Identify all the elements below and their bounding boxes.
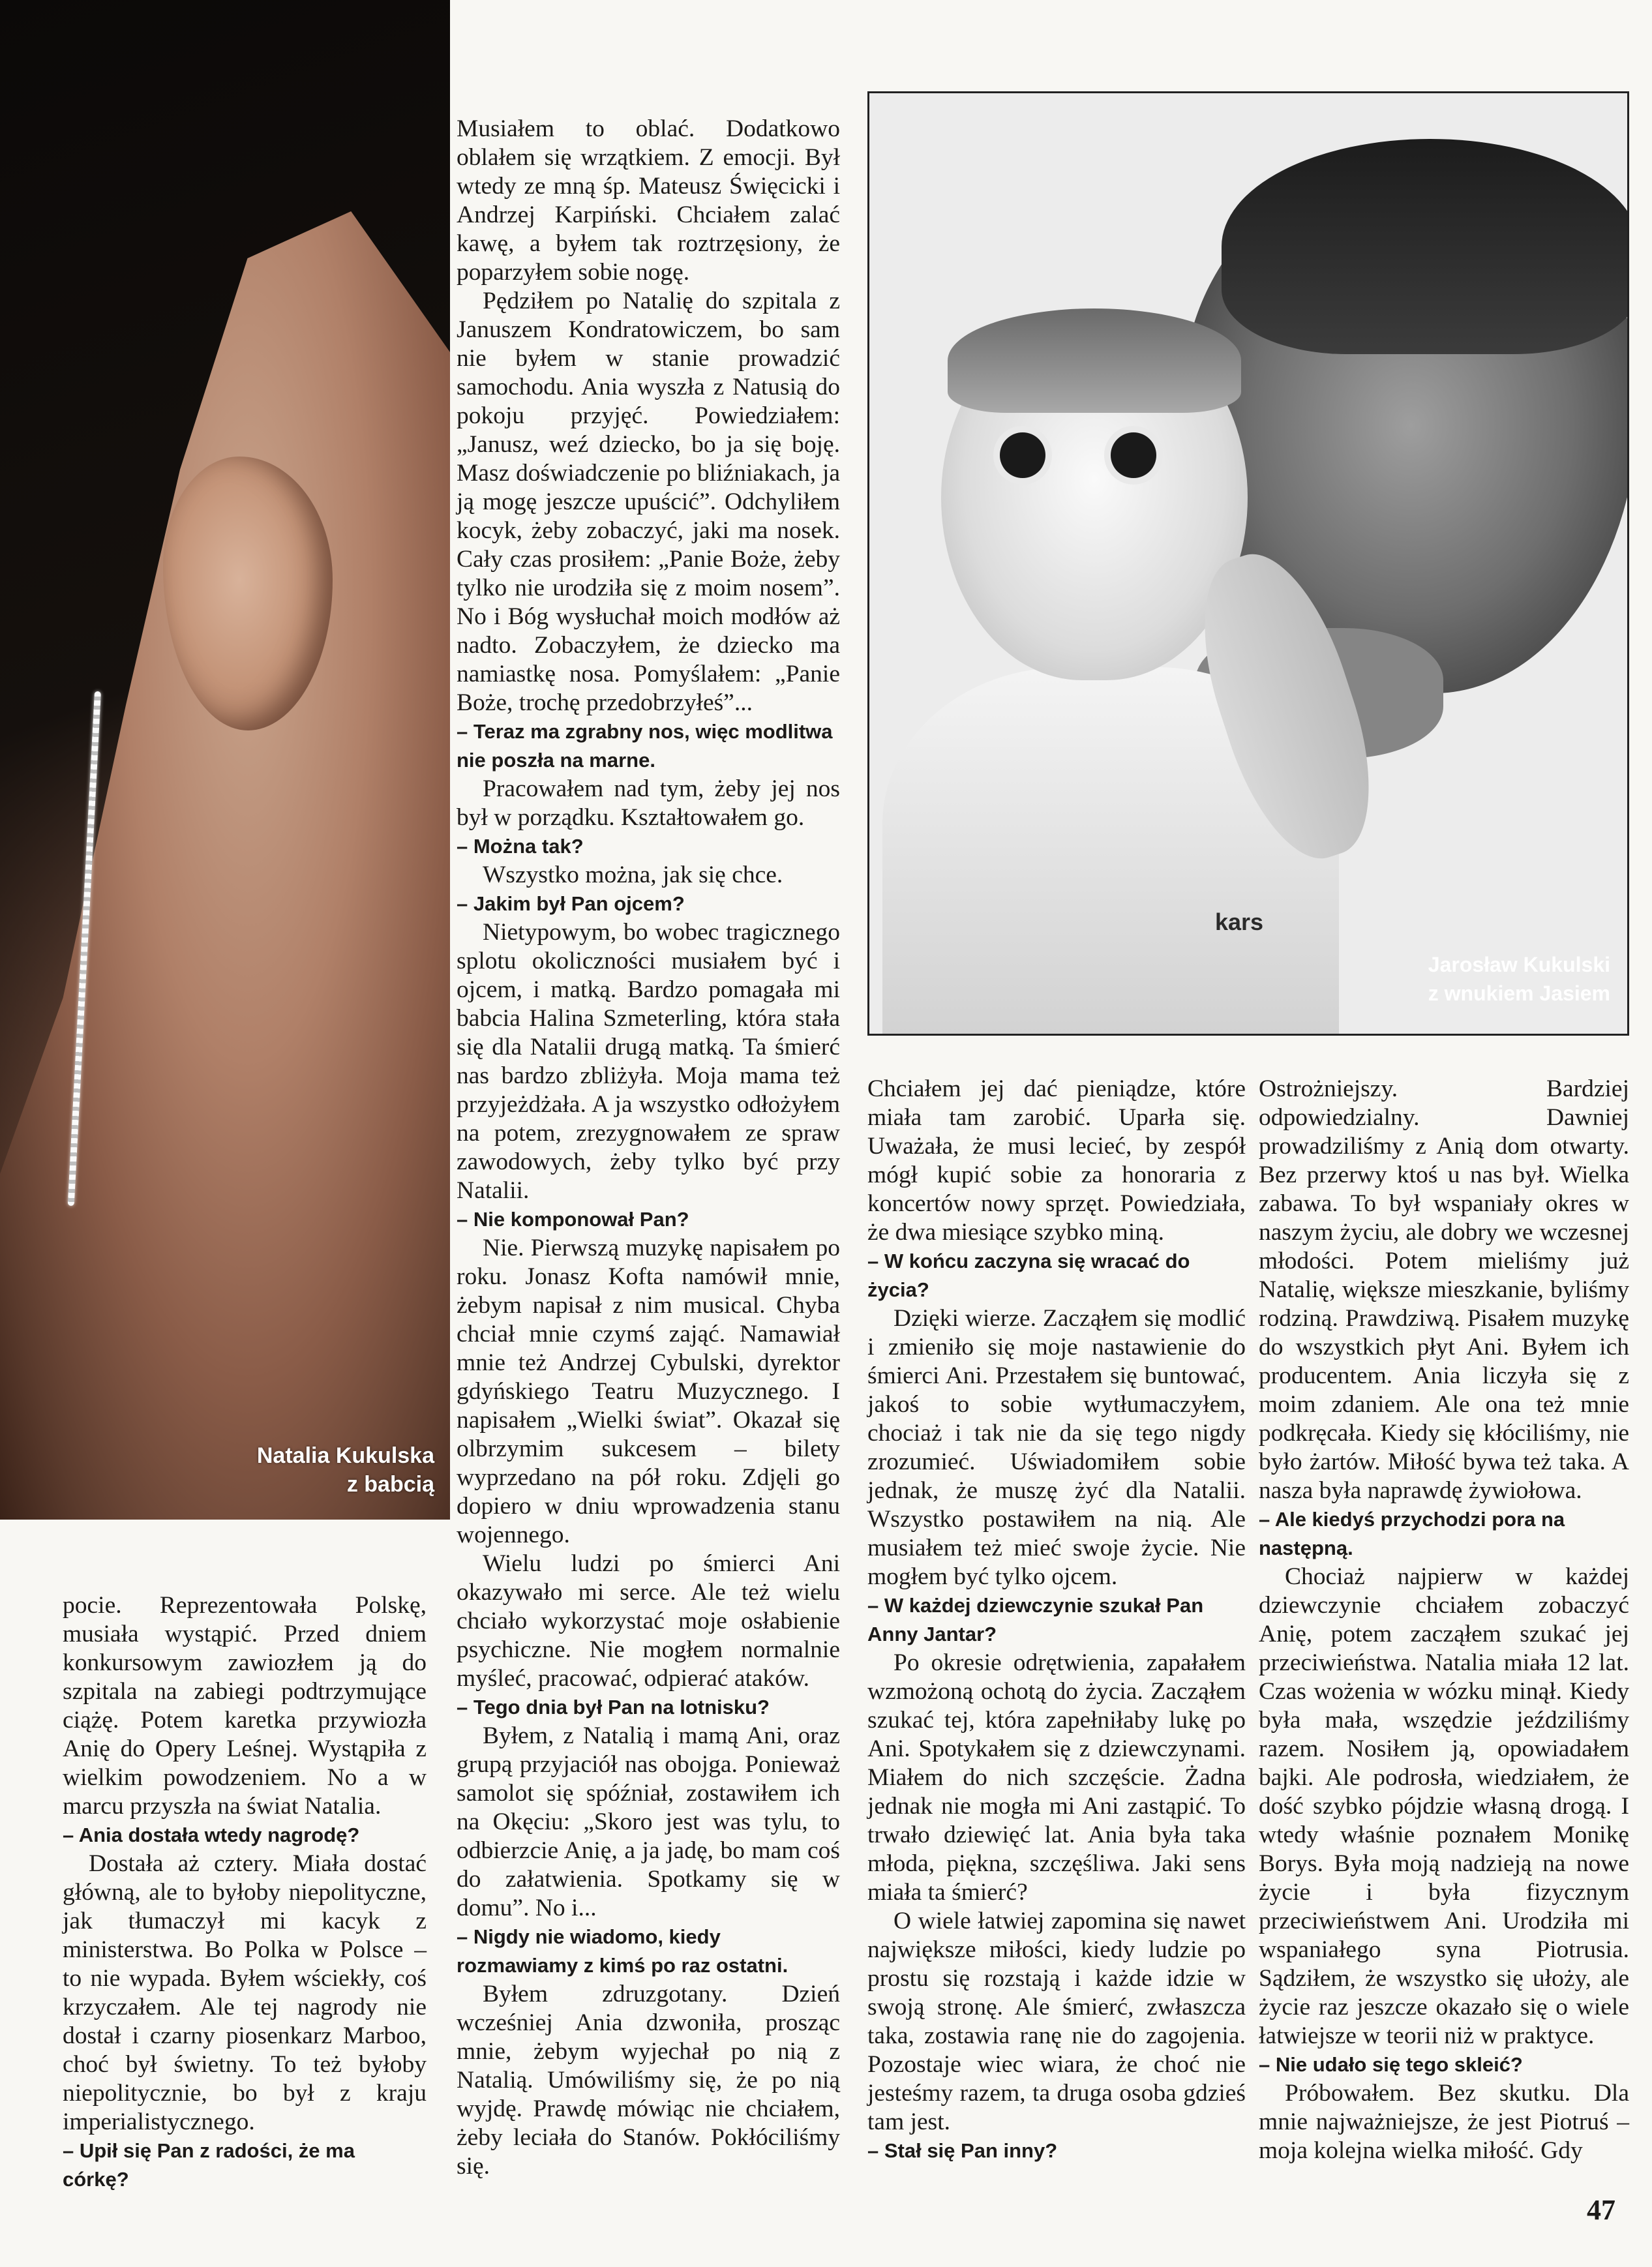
paragraph: Dostała aż cztery. Miała dostać główną, ale to byłoby niepolityczne, jak tłumaczył mi kacyk z ministerstwa. Bo Polka w Polsce – to nie wypada. Byłem wściekły, coś krzyczałem. Ale tej nagrody nie dostał i czarny piosenkarz Marboo, choć był świetny. To też byłoby niepolitycznie, bo był z kraju imperialistycznego. [63,1850,427,2135]
paragraph: Byłem, z Natalią i mamą Ani, oraz grupą przyjaciół nas obojga. Ponieważ samolot się spóźniał, zostawiłem ich na Okęciu: „Skoro jest was tylu, to odbierzcie Anię, a ja jadę, bo mam coś do załatwienia. Spotkamy się w domu”. No i... [457,1722,840,1921]
photo-grandfather-grandson [867,91,1629,1036]
interview-question: – W końcu zaczyna się wracać do życia? [867,1250,1190,1301]
photo-caption-left [257,1441,434,1499]
interview-question: – Stał się Pan inny? [867,2139,1058,2162]
photo-caption-right [1428,950,1610,1008]
paragraph: Wszystko można, jak się chce. [483,862,783,888]
paragraph: Ostrożniejszy. Bardziej odpowiedzialny. Dawniej prowadziliśmy z Anią dom otwarty. Bez przerwy ktoś u nas był. Wielka zabawa. To był wspaniały okres w naszym życiu, ale dobry we wczesnej młodości. Potem mieliśmy już Natalię, większe mieszkanie, byliśmy rodziną. Prawdziwą. Pisałem muzykę do wszystkich płyt Ani. Byłem ich producentem. Ania liczyła się z moim zdaniem. Ale ona też mnie podkręcała. Kiedy się kłóciliśmy, nie było żartów. Miłość bywa też taka. A nasza była naprawdę żywiołowa. [1259,1075,1629,1504]
caption-left-line2: z babcią [346,1472,434,1497]
interview-question: – Ale kiedyś przychodzi pora na następną. [1259,1508,1565,1559]
ear-shape [163,457,333,730]
shirt-logo-text: kars [1215,908,1264,935]
interview-question: – W każdej dziewczynie szukał Pan Anny Jantar? [867,1594,1204,1645]
paragraph: Próbowałem. Bez skutku. Dla mnie najważniejsze, że jest Piotruś – moja kolejna wielka miłość. Gdy [1259,2080,1629,2164]
man-hair-shape [1222,139,1629,354]
paragraph: Pędziłem po Natalię do szpitala z Januszem Kondratowiczem, bo sam nie byłem w stanie prowadzić samochodu. Ania wyszła z Natusią do pokoju przyjęć. Powiedziałem: „Janusz, weź dziecko, bo ja się boję. Masz doświadczenie po bliźniakach, ja ją mogę jeszcze upuścić”. Odchyliłem kocyk, żeby zobaczyć, jaki ma nosek. Cały czas prosiłem: „Panie Boże, żeby tylko nie urodziła się z moim nosem”. No i Bóg wysłuchał moich modłów aż nadto. Zobaczyłem, że dziecko ma namiastkę nosa. Pomyślałem: „Panie Boże, trochę przedobrzyłeś”... [457,288,840,716]
interview-question: – Można tak? [457,835,584,858]
interview-question: – Nigdy nie wiadomo, kiedy rozmawiamy z kimś po raz ostatni. [457,1925,788,1977]
paragraph: Byłem zdruzgotany. Dzień wcześniej Ania dzwoniła, prosząc mnie, żebym wyjechał po nią z Natalią. Umówiliśmy się, że po nią wyjdę. Prawdę mówiąc nie chciałem, żeby leciała do Stanów. Pokłóciliśmy się. [457,1981,840,2180]
text-column-3 [867,1075,1246,2165]
paragraph: Po okresie odrętwienia, zapałałem wzmożoną ochotą do życia. Zacząłem szukać tej, która zapełniłaby lukę po Ani. Spotykałem się z dziewczynami. Miałem do nich szczęście. Żadna jednak nie mogła mi Ani zastąpić. To trwało dziewięć lat. Ania była taka młoda, piękna, szczęśliwa. Jaki sens miała ta śmierć? [867,1649,1246,1906]
photo-natalia-earring [0,0,450,1520]
paragraph: Chociaż najpierw w każdej dziewczynie chciałem zobaczyć Anię, potem zacząłem szukać jej przeciwieństwa. Natalia miała 12 lat. Czas wożenia w wózku minął. Kiedy była mała, wszędzie jeździliśmy razem. Nosiłem ją, opowiadałem bajki. Ale podrosła, wiedziałem, że dość szybko pójdzie własną drogą. I wtedy właśnie poznałem Monikę Borys. Była moją nadzieją na nowe życie i była fizycznym przeciwieństwem Ani. Urodziła mi wspaniałego syna Piotrusia. Sądziłem, że wszystko się ułoży, ale życie raz jeszcze okazało się o wiele łatwiejsze w teorii niż w praktyce. [1259,1563,1629,2049]
paragraph: Chciałem jej dać pieniądze, które miała tam zarobić. Uparła się. Uważała, że musi lecieć, by zespół mógł kupić sobie za honoraria z koncertów nowy sprzęt. Powiedziała, że dwa miesiące szybko miną. [867,1075,1246,1246]
interview-question: – Teraz ma zgrabny nos, więc modlitwa nie poszła na marne. [457,720,833,772]
interview-question: – Nie udało się tego skleić? [1259,2053,1523,2076]
interview-question: – Tego dnia był Pan na lotnisku? [457,1696,770,1719]
interview-question: – Ania dostała wtedy nagrodę? [63,1824,360,1846]
paragraph: Nietypowym, bo wobec tragicznego splotu okoliczności musiałem być i ojcem, i matką. Bardzo pomagała mi babcia Halina Szmeterling, która stała się dla Natalii drugą matką. Ta śmierć nas bardzo zbliżyła. Moja mama też przyjeżdżała. A ja wszystko odłożyłem na potem, zrezygnowałem ze spraw zawodowych, żeby tylko być przy Natalii. [457,919,840,1204]
paragraph: Musiałem to oblać. Dodatkowo oblałem się wrzątkiem. Z emocji. Był wtedy ze mną śp. Mateusz Święcicki i Andrzej Karpiński. Chciałem zalać kawę, a byłem tak roztrzęsiony, że poparzyłem sobie nogę. [457,115,840,286]
paragraph: pocie. Reprezentowała Polskę, musiała wystąpić. Przed dniem konkursowym zawiozłem ją do szpitala na zabiegi podtrzymujące ciążę. Potem karetka przywiozła Anię do Opery Leśnej. Wystąpiła z wielkim powodzeniem. No a w marcu przyszła na świat Natalia. [63,1592,427,1820]
paragraph: Dzięki wierze. Zacząłem się modlić i zmieniło się moje nastawienie do śmierci Ani. Przestałem się buntować, jakoś to sobie wytłumaczyłem, chociaż i tak nie da się tego nigdy zrozumieć. Uświadomiłem sobie jednak, że muszę żyć dla Natalii. Wszystko postawiłem na nią. Ale musiałem też mieć swoje życie. Nie mogłem być tylko ojcem. [867,1305,1246,1590]
text-column-4 [1259,1075,1629,2165]
paragraph: Wielu ludzi po śmierci Ani okazywało mi serce. Ale też wielu chciało wykorzystać moje osłabienie psychiczne. Nie mogłem normalnie myśleć, pracować, odpierać ataków. [457,1550,840,1692]
caption-right-line1: Jarosław Kukulski [1428,953,1610,976]
interview-question: – Upił się Pan z radości, że ma córkę? [63,2139,355,2191]
paragraph: O wiele łatwiej zapomina się nawet największe miłości, kiedy ludzie po prostu się rozstają i każde idzie w swoją stronę. Ale śmierć, zwłaszcza taka, zostawia ranę nie do zagojenia. Pozostaje wiec wiara, że choć nie jesteśmy razem, ta druga osoba gdzieś tam jest. [867,1908,1246,2135]
caption-left-line1: Natalia Kukulska [256,1443,434,1468]
child-left-eye [1000,432,1045,478]
child-hair-shape [948,308,1241,413]
text-column-1 [63,1591,427,2194]
paragraph: Nie. Pierwszą muzykę napisałem po roku. Jonasz Kofta namówił mnie, żebym napisał z nim musical. Chyba chciał mnie czymś zająć. Namawiał mnie też Andrzej Cybulski, dyrektor gdyńskiego Teatru Muzycznego. I napisałem „Wielki świat”. Okazał się olbrzymim sukcesem – bilety wyprzedano na pół roku. Zdjęli go dopiero w dniu wprowadzenia stanu wojennego. [457,1235,840,1548]
text-column-2 [457,115,840,2181]
child-right-eye [1111,432,1156,478]
paragraph: Pracowałem nad tym, żeby jej nos był w porządku. Kształtowałem go. [457,775,840,831]
interview-question: – Jakim był Pan ojcem? [457,892,685,915]
caption-right-line2: z wnukiem Jasiem [1428,982,1610,1005]
page-number: 47 [1587,2194,1615,2226]
interview-question: – Nie komponował Pan? [457,1208,689,1231]
